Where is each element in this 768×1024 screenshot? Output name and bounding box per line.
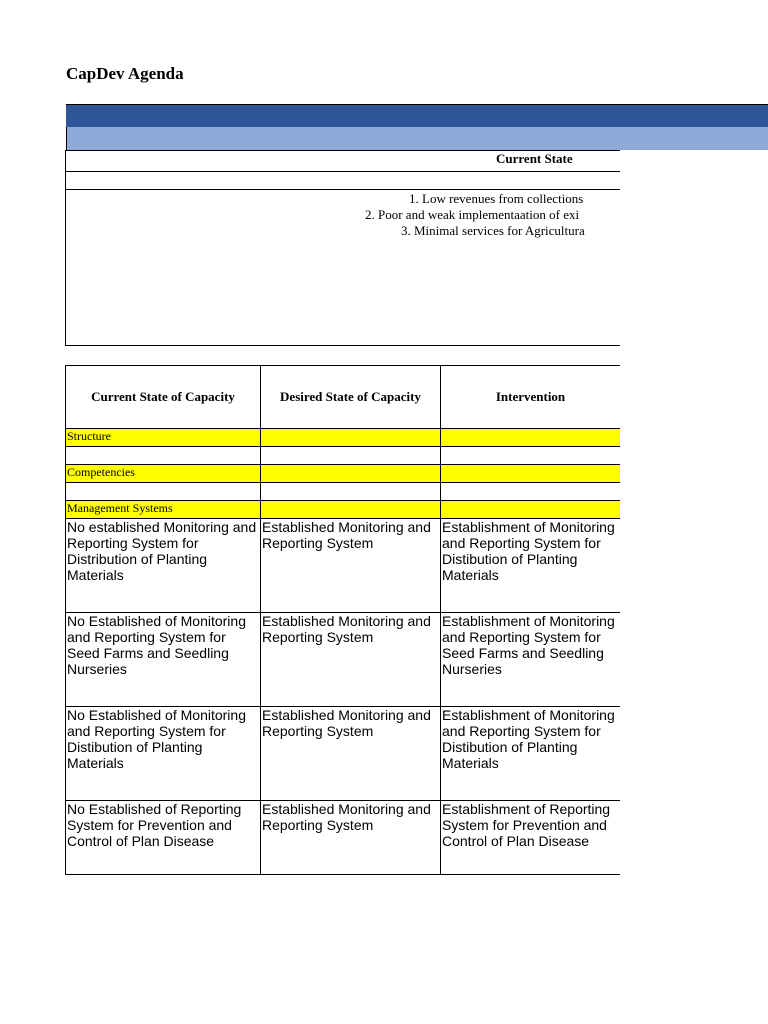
intervention-cell: Establishment of Monitoring and Reporting System for Distibution of Planting Materials (441, 707, 621, 801)
cell (261, 483, 441, 501)
intervention-cell: Establishment of Reporting System for Prevention and Control of Plan Disease (441, 801, 621, 875)
cell (261, 465, 441, 483)
section-competencies-label: Competencies (66, 465, 261, 483)
section-competencies-row (66, 465, 621, 483)
cell (261, 447, 441, 465)
page-title: CapDev Agenda (66, 64, 184, 83)
issue-2: 2. Poor and weak implementaation of exi (365, 207, 580, 222)
header-current-state: Current State of Capacity (66, 366, 261, 429)
section-management-systems-row (66, 501, 621, 519)
intervention-cell: Establishment of Monitoring and Reporting System for Distibution of Planting Materials (441, 519, 621, 613)
table-row (66, 707, 621, 801)
section-structure-row (66, 429, 621, 447)
blank-row (66, 447, 621, 465)
table-row (66, 613, 621, 707)
section-management-systems-label: Management Systems (66, 501, 261, 519)
intervention-cell: Establishment of Monitoring and Reporting System for Seed Farms and Seedling Nurseries (441, 613, 621, 707)
issue-3: 3. Minimal services for Agricultura (401, 223, 585, 238)
capacity-table (65, 365, 620, 875)
cell (66, 447, 261, 465)
issue-1: 1. Low revenues from collections (409, 191, 584, 206)
cell (441, 501, 621, 519)
current-state-cell: No Established of Reporting System for Prevention and Control of Plan Disease (66, 801, 261, 875)
cell (441, 429, 621, 447)
cell (261, 429, 441, 447)
current-state-box (65, 150, 620, 346)
cell (441, 465, 621, 483)
blank-row (66, 483, 621, 501)
cell (261, 501, 441, 519)
header-intervention: Intervention (441, 366, 621, 429)
desired-state-cell: Established Monitoring and Reporting System (261, 707, 441, 801)
table-row (66, 801, 621, 875)
current-state-cell: No Established of Monitoring and Reporting System for Distibution of Planting Materials (66, 707, 261, 801)
table-header-row (66, 366, 621, 429)
desired-state-cell: Established Monitoring and Reporting System (261, 519, 441, 613)
desired-state-cell: Established Monitoring and Reporting System (261, 801, 441, 875)
table-row (66, 519, 621, 613)
cell (441, 483, 621, 501)
header-desired-state: Desired State of Capacity (261, 366, 441, 429)
blank-row (66, 170, 620, 190)
cell (66, 483, 261, 501)
current-state-cell: No Established of Monitoring and Reporting System for Seed Farms and Seedling Nurseries (66, 613, 261, 707)
current-state-header: Current State (496, 151, 573, 166)
current-state-cell: No established Monitoring and Reporting System for Distribution of Planting Materials (66, 519, 261, 613)
desired-state-cell: Established Monitoring and Reporting System (261, 613, 441, 707)
cell (441, 447, 621, 465)
section-structure-label: Structure (66, 429, 261, 447)
